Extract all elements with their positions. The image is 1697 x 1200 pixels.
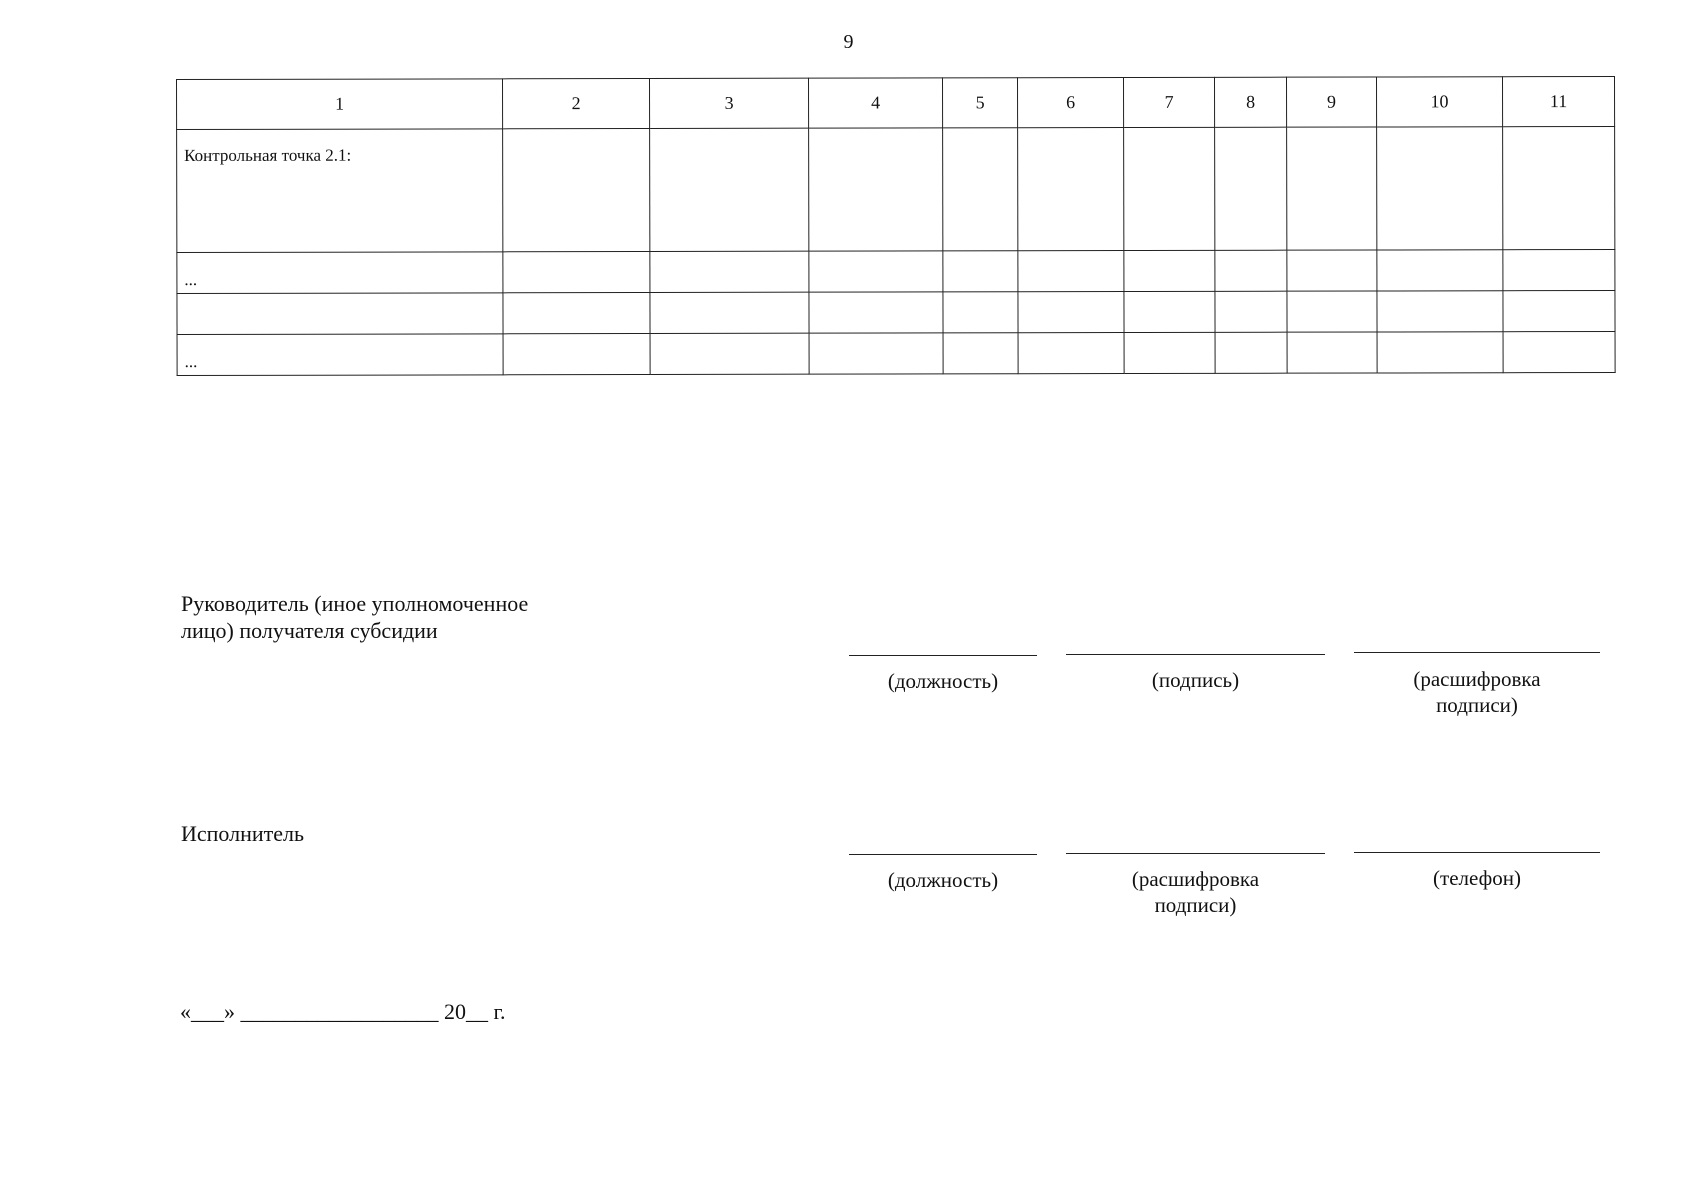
table-cell <box>943 251 1018 292</box>
table-cell <box>650 128 809 251</box>
table-row <box>177 126 1615 252</box>
table-cell <box>503 252 650 293</box>
table-cell <box>1287 291 1377 332</box>
column-header: 7 <box>1123 77 1214 127</box>
executor-phone-caption: (телефон) <box>1433 866 1521 890</box>
head-name-caption: (расшифровка подписи) <box>1413 667 1541 717</box>
row-label-cell: Контрольная точка 2.1: <box>177 129 503 253</box>
table-cell <box>943 292 1018 333</box>
table-cell <box>1215 291 1287 332</box>
head-signature-line <box>1066 654 1325 655</box>
column-header: 9 <box>1286 77 1376 127</box>
table-cell <box>503 129 650 252</box>
column-header: 5 <box>942 78 1017 128</box>
executor-label: Исполнитель <box>181 821 305 846</box>
table-cell <box>1377 250 1503 291</box>
table-cell <box>809 292 943 333</box>
table-cell <box>1018 128 1124 251</box>
table-cell <box>1124 332 1215 373</box>
table-cell <box>1018 333 1124 374</box>
head-position-caption: (должность) <box>887 669 999 693</box>
row-label-cell: ... <box>177 252 503 294</box>
column-header: 1 <box>177 79 503 130</box>
row-label-cell <box>177 293 503 335</box>
table-cell <box>1287 332 1377 373</box>
table-cell <box>503 334 650 375</box>
table-cell <box>1377 291 1503 332</box>
column-header: 8 <box>1214 77 1286 127</box>
table-cell <box>1018 251 1124 292</box>
table-cell <box>650 251 809 292</box>
table-cell <box>1124 127 1215 250</box>
table-cell <box>943 128 1018 251</box>
table-cell <box>1215 127 1287 250</box>
column-header: 4 <box>808 78 942 128</box>
column-header: 6 <box>1017 78 1123 128</box>
table-row <box>177 249 1615 293</box>
table-cell <box>809 128 943 251</box>
table-cell <box>503 293 650 334</box>
executor-name-caption: (расшифровка подписи) <box>1131 867 1260 917</box>
table-cell <box>650 292 809 333</box>
table-cell <box>1377 332 1503 373</box>
table-cell <box>1287 250 1377 291</box>
page-number: 9 <box>843 31 854 53</box>
head-signature-caption: (подпись) <box>1151 668 1240 692</box>
column-header: 11 <box>1502 76 1614 126</box>
date-line: «___» __________________ 20__ г. <box>180 999 506 1024</box>
head-name-line <box>1354 652 1600 653</box>
table-cell <box>809 251 943 292</box>
table-cell <box>1503 290 1615 331</box>
table-cell <box>1124 291 1215 332</box>
table-cell <box>650 333 809 374</box>
table-cell <box>1124 250 1215 291</box>
table-row <box>177 331 1615 375</box>
table-cell <box>1215 332 1287 373</box>
executor-phone-line <box>1354 852 1600 853</box>
column-header: 10 <box>1376 77 1502 127</box>
table-row <box>177 290 1615 334</box>
row-label-cell: ... <box>177 334 503 376</box>
control-points-table <box>176 76 1616 376</box>
executor-position-line <box>849 854 1037 855</box>
table-cell <box>1377 127 1503 250</box>
table-cell <box>809 333 943 374</box>
column-header: 2 <box>503 79 650 129</box>
executor-name-line <box>1066 853 1325 854</box>
table-cell <box>1215 250 1287 291</box>
table-cell <box>1503 126 1615 249</box>
table-cell <box>1287 127 1377 250</box>
table-cell <box>1018 292 1124 333</box>
table-header-row <box>177 76 1615 129</box>
executor-position-caption: (должность) <box>887 868 999 892</box>
table-cell <box>943 333 1018 374</box>
table-cell <box>1503 249 1615 290</box>
head-signatory-label: Руководитель (иное уполномоченное лицо) получателя субсидии <box>181 591 529 643</box>
head-position-line <box>849 655 1037 656</box>
column-header: 3 <box>650 78 809 128</box>
table-cell <box>1503 331 1615 372</box>
